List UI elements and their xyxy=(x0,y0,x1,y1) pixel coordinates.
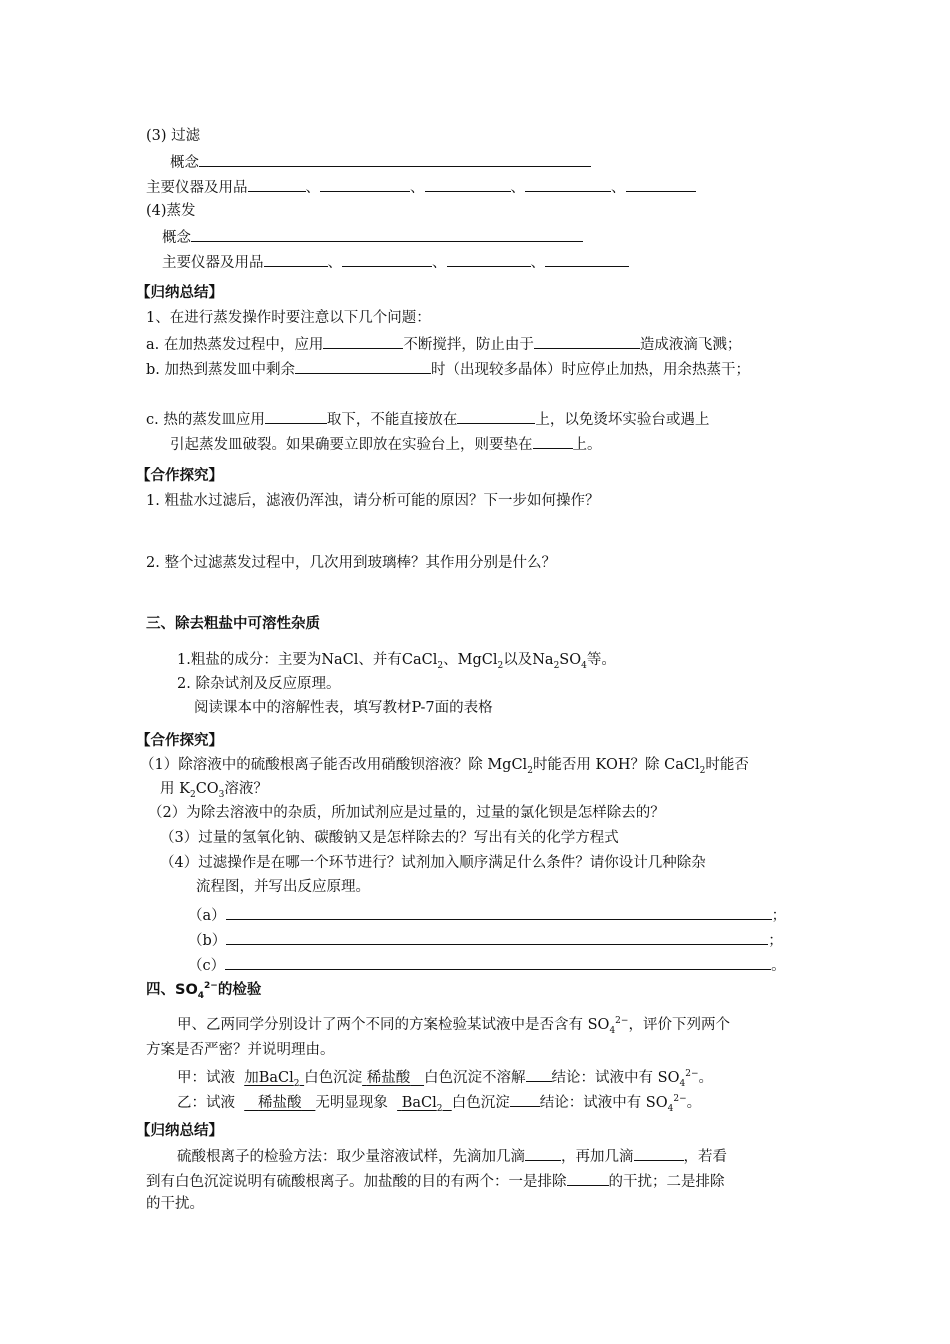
evaporate-concept-label: 概念 xyxy=(162,230,191,246)
coop2-question-4-cont: 流程图，并写出反应原理。 xyxy=(196,879,370,895)
arrow-label xyxy=(244,1095,315,1111)
filter-concept-blank[interactable] xyxy=(199,151,591,167)
evaporate-tool-blank[interactable] xyxy=(545,251,629,267)
answer-label: （b） xyxy=(188,933,227,949)
filter-tool-blank[interactable] xyxy=(425,176,511,192)
text: 以及Na xyxy=(503,652,554,668)
summary2-line-1 xyxy=(177,1145,727,1167)
text: ； xyxy=(771,908,787,924)
text: ，若看 xyxy=(683,1149,727,1165)
sep: 、 xyxy=(327,255,342,271)
evaporate-concept-line xyxy=(162,226,583,248)
superscript: 2− xyxy=(615,1016,629,1027)
text: 白色沉淀 xyxy=(304,1070,363,1086)
fill-blank[interactable] xyxy=(534,333,640,349)
answer-blank[interactable] xyxy=(225,954,771,970)
subscript: 2 xyxy=(436,1103,443,1114)
coop-heading: 【合作探究】 xyxy=(136,468,223,484)
summary-item-b xyxy=(146,358,750,380)
text: 加BaCl xyxy=(244,1070,294,1086)
text: 引起蒸发皿破裂。如果确要立即放在实验台上，则要垫在 xyxy=(170,437,533,453)
evaporate-concept-blank[interactable] xyxy=(191,226,583,242)
reagent-principle: 2. 除杂试剂及反应原理。 xyxy=(177,676,341,692)
text: 无明显现象 xyxy=(315,1095,388,1111)
text: 白色沉淀 xyxy=(451,1095,510,1111)
text: 硫酸根离子的检验方法：取少量溶液试样，先滴加几滴 xyxy=(177,1149,525,1165)
summary-item-c xyxy=(146,408,709,430)
summary-item-c-cont xyxy=(170,433,602,455)
text: ，再加几滴 xyxy=(561,1149,634,1165)
coop-question-2: 2. 整个过滤蒸发过程中，几次用到玻璃棒？其作用分别是什么？ xyxy=(146,555,556,571)
fill-blank[interactable] xyxy=(525,1145,561,1161)
arrow-blank xyxy=(526,1066,552,1082)
sep: 、 xyxy=(530,255,545,271)
subscript: 2 xyxy=(553,660,560,671)
text: 结论：试液中有 SO xyxy=(539,1095,668,1111)
filter-concept-label: 概念 xyxy=(170,155,199,171)
coop2-question-1-cont xyxy=(160,779,268,799)
subscript: 4 xyxy=(197,990,205,1001)
summary-item-a xyxy=(146,333,741,355)
coop2-question-2: （2）为除去溶液中的杂质，所加试剂应是过量的，过量的氯化钡是怎样除去的？ xyxy=(148,805,665,821)
section-4-intro-cont: 方案是否严密？并说明理由。 xyxy=(146,1042,335,1058)
text: SO xyxy=(559,652,582,668)
answer-label: （c） xyxy=(188,958,226,974)
evaporate-tools-label: 主要仪器及用品 xyxy=(162,255,264,271)
sep: 、 xyxy=(510,180,525,196)
fill-blank[interactable] xyxy=(265,408,327,424)
text: 乙：试液 xyxy=(177,1095,235,1111)
arrow-blank xyxy=(510,1091,540,1107)
text: 甲：试液 xyxy=(177,1070,235,1086)
text: 用 K xyxy=(160,781,190,797)
superscript: 2− xyxy=(685,1069,699,1080)
subscript: 2 xyxy=(497,660,504,671)
filter-tools-line xyxy=(146,176,696,198)
subscript: 4 xyxy=(581,660,587,671)
superscript: 2− xyxy=(673,1094,687,1105)
fill-blank[interactable] xyxy=(634,1145,684,1161)
text: b. 加热到蒸发皿中剩余 xyxy=(146,362,295,378)
filter-tool-blank[interactable] xyxy=(248,176,306,192)
summary2-line-2 xyxy=(146,1170,725,1192)
arrow-label xyxy=(362,1070,424,1086)
evaporate-tool-blank[interactable] xyxy=(342,251,432,267)
sep: 、 xyxy=(410,180,425,196)
sep: 、 xyxy=(305,180,320,196)
coop2-question-3: （3）过量的氢氧化钠、碳酸钠又是怎样除去的？写出有关的化学方程式 xyxy=(160,830,619,846)
text: 结论：试液中有 SO xyxy=(551,1070,680,1086)
evaporate-tools-line xyxy=(162,251,629,273)
filter-tool-blank[interactable] xyxy=(626,176,696,192)
text: ； xyxy=(768,933,783,949)
section-filter-title: (3) 过滤 xyxy=(146,128,201,144)
text: 时能否用 KOH？除 CaCl xyxy=(532,757,700,773)
fill-blank[interactable] xyxy=(323,333,403,349)
text: c. 热的蒸发皿应用 xyxy=(146,412,265,428)
filter-tool-blank[interactable] xyxy=(525,176,611,192)
section-3-title: 三、除去粗盐中可溶性杂质 xyxy=(146,616,320,632)
subscript: 2 xyxy=(189,789,196,800)
text: 溶液？ xyxy=(224,781,268,797)
coop2-question-1 xyxy=(140,755,749,775)
text: 稀盐酸 xyxy=(366,1070,411,1086)
plan-yi xyxy=(177,1091,701,1113)
summary-heading: 【归纳总结】 xyxy=(136,285,223,301)
answer-line-c xyxy=(188,954,786,976)
section-4-intro xyxy=(177,1015,730,1035)
subscript: 4 xyxy=(609,1025,616,1036)
subscript: 4 xyxy=(667,1103,674,1114)
text: 造成液滴飞溅； xyxy=(639,337,742,353)
text: 等。 xyxy=(586,652,616,668)
text: 。 xyxy=(686,1095,702,1111)
text: 甲、乙两同学分别设计了两个不同的方案检验某试液中是否含有 SO xyxy=(177,1017,610,1033)
filter-tools-label: 主要仪器及用品 xyxy=(146,180,248,196)
sep: 、 xyxy=(432,255,447,271)
fill-blank[interactable] xyxy=(457,408,535,424)
text: 时（出现较多晶体）时应停止加热，用余热蒸干； xyxy=(431,362,750,378)
text: 时能否 xyxy=(705,757,749,773)
evaporate-tool-blank[interactable] xyxy=(447,251,531,267)
text: ，评价下列两个 xyxy=(628,1017,730,1033)
subscript: 2 xyxy=(699,765,706,776)
summary-intro: 1、在进行蒸发操作时要注意以下几个问题： xyxy=(146,310,431,326)
text: （1）除溶液中的硫酸根离子能否改用硝酸钡溶液？除 MgCl xyxy=(140,757,528,773)
subscript: 2 xyxy=(293,1078,300,1089)
text: 。 xyxy=(698,1070,713,1086)
arrow-label xyxy=(244,1070,304,1089)
subscript: 4 xyxy=(679,1078,686,1089)
text: 取下，不能直接放在 xyxy=(326,412,458,428)
sep: 、 xyxy=(611,180,626,196)
text: 上，以免烫坏实验台或遇上 xyxy=(535,412,710,428)
section-4-title xyxy=(146,980,261,1000)
answer-line-a xyxy=(188,904,786,926)
text: 1.粗盐的成分：主要为NaCl、并有CaCl xyxy=(177,652,438,668)
answer-line-b xyxy=(188,929,783,951)
salt-composition xyxy=(177,650,616,670)
text: 不断搅拌，防止由于 xyxy=(403,337,534,353)
answer-blank[interactable] xyxy=(226,929,768,945)
text: 上。 xyxy=(572,437,602,453)
fill-blank[interactable] xyxy=(567,1170,609,1186)
text: 到有白色沉淀说明有硫酸根离子。加盐酸的目的有两个：一是排除 xyxy=(146,1174,567,1190)
text: 、MgCl xyxy=(443,652,498,668)
text: 的干扰；二是排除 xyxy=(608,1174,725,1190)
filter-concept-line xyxy=(170,151,591,173)
coop-question-1: 1. 粗盐水过滤后，滤液仍浑浊，请分析可能的原因？下一步如何操作？ xyxy=(146,493,600,509)
arrow-label xyxy=(397,1095,452,1114)
text: 的检验 xyxy=(217,982,262,998)
answer-blank[interactable] xyxy=(226,904,772,920)
plan-jia xyxy=(177,1066,713,1088)
text: 四、SO xyxy=(146,982,198,998)
text: 稀盐酸 xyxy=(258,1095,302,1111)
answer-label: （a） xyxy=(188,908,226,924)
summary-heading-2: 【归纳总结】 xyxy=(136,1123,223,1139)
coop2-question-4: （4）过滤操作是在哪一个环节进行？试剂加入顺序满足什么条件？请你设计几种除杂 xyxy=(160,855,706,871)
section-evaporate-title: (4)蒸发 xyxy=(146,203,196,219)
subscript: 2 xyxy=(527,765,533,776)
superscript: 2− xyxy=(204,981,218,992)
text: 白色沉淀不溶解 xyxy=(424,1070,526,1086)
summary2-line-3: 的干扰。 xyxy=(146,1196,204,1212)
text: 。 xyxy=(771,958,786,974)
text: a. 在加热蒸发过程中，应用 xyxy=(146,337,324,353)
read-table-instruction: 阅读课本中的溶解性表，填写教材P-7面的表格 xyxy=(194,700,493,716)
text: CO xyxy=(195,781,219,797)
evaporate-tool-blank[interactable] xyxy=(264,251,328,267)
subscript: 2 xyxy=(437,660,444,671)
text: BaCl xyxy=(401,1095,437,1111)
filter-tool-blank[interactable] xyxy=(320,176,410,192)
fill-blank[interactable] xyxy=(533,433,573,449)
subscript: 3 xyxy=(218,789,225,800)
fill-blank[interactable] xyxy=(295,358,431,374)
coop-heading-2: 【合作探究】 xyxy=(136,733,223,749)
